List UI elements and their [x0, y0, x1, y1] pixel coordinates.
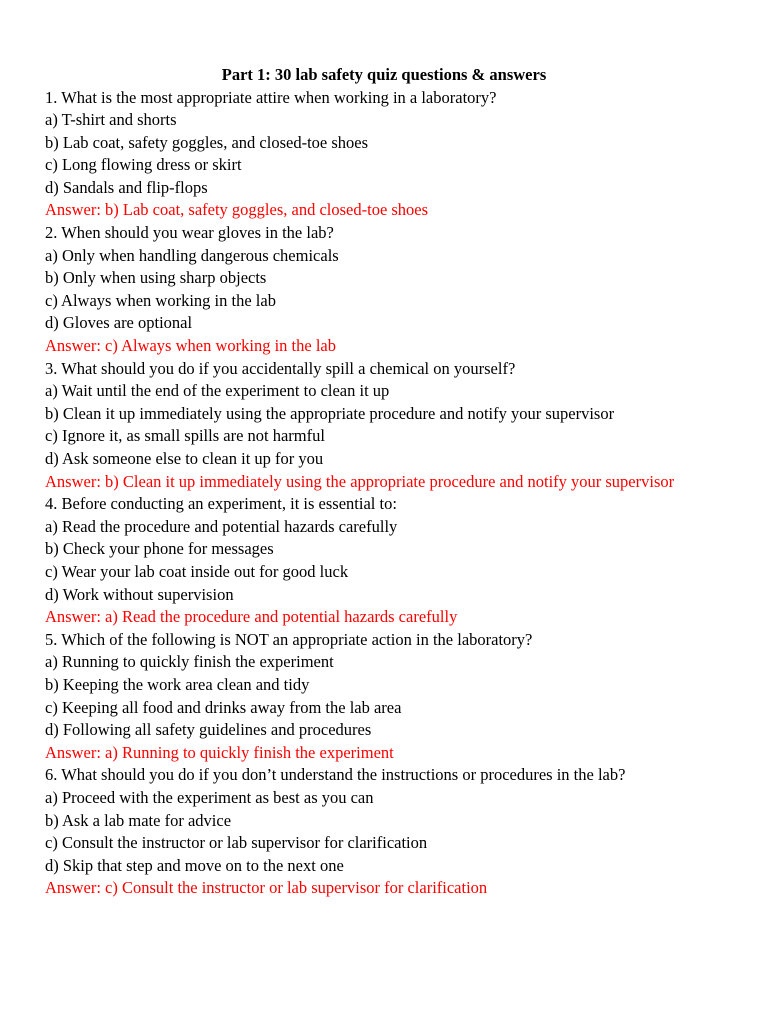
option-d: d) Sandals and flip-flops: [45, 177, 208, 197]
option-b: b) Only when using sharp objects: [45, 268, 267, 288]
quiz-question-block: [45, 493, 760, 629]
option-a: a) Proceed with the experiment as best as you can: [45, 787, 374, 807]
option-d: d) Following all safety guidelines and procedures: [45, 720, 372, 740]
option-d: d) Ask someone else to clean it up for you: [45, 449, 324, 468]
option-a: a) Running to quickly finish the experiment: [45, 652, 334, 672]
option-b: b) Ask a lab mate for advice: [45, 810, 232, 830]
answer-text: Answer: b) Clean it up immediately using the appropriate procedure and notify your supervisor: [45, 471, 675, 491]
option-c: c) Always when working in the lab: [45, 290, 276, 310]
quiz-content: [45, 87, 760, 900]
option-d: d) Skip that step and move on to the next one: [45, 855, 344, 875]
answer-text: Answer: a) Read the procedure and potential hazards carefully: [45, 607, 458, 627]
quiz-question-block: [45, 222, 760, 358]
quiz-question-block: [45, 87, 760, 223]
answer-text: Answer: b) Lab coat, safety goggles, and closed-toe shoes: [45, 200, 429, 220]
answer-text: Answer: c) Consult the instructor or lab supervisor for clarification: [45, 878, 488, 898]
question-text: 1. What is the most appropriate attire when working in a laboratory?: [45, 87, 497, 107]
option-b: b) Keeping the work area clean and tidy: [45, 674, 310, 694]
quiz-question-block: [45, 358, 760, 494]
answer-text: Answer: a) Running to quickly finish the experiment: [45, 742, 394, 762]
option-b: b) Lab coat, safety goggles, and closed-toe shoes: [45, 132, 369, 152]
quiz-question-block: [45, 764, 760, 900]
option-b: b) Check your phone for messages: [45, 539, 274, 559]
question-text: 6. What should you do if you don’t understand the instructions or procedures in the lab?: [45, 765, 626, 785]
option-c: c) Ignore it, as small spills are not harmful: [45, 426, 325, 446]
option-a: a) Read the procedure and potential hazards carefully: [45, 516, 398, 536]
option-c: c) Wear your lab coat inside out for good luck: [45, 561, 349, 581]
question-text: 5. Which of the following is NOT an appropriate action in the laboratory?: [45, 629, 533, 649]
option-c: c) Long flowing dress or skirt: [45, 155, 242, 175]
option-d: d) Work without supervision: [45, 584, 234, 604]
option-a: a) Wait until the end of the experiment to clean it up: [45, 381, 390, 401]
answer-text: Answer: c) Always when working in the lab: [45, 336, 336, 356]
question-text: 3. What should you do if you accidentally spill a chemical on yourself?: [45, 358, 516, 378]
option-b: b) Clean it up immediately using the appropriate procedure and notify your supervisor: [45, 403, 615, 423]
option-a: a) Only when handling dangerous chemicals: [45, 245, 339, 265]
option-d: d) Gloves are optional: [45, 313, 193, 333]
document-title: Part 1: 30 lab safety quiz questions & answers: [221, 65, 547, 84]
option-c: c) Consult the instructor or lab supervisor for clarification: [45, 833, 428, 853]
question-text: 2. When should you wear gloves in the lab?: [45, 223, 334, 243]
question-text: 4. Before conducting an experiment, it is essential to:: [45, 494, 397, 514]
option-a: a) T-shirt and shorts: [45, 110, 177, 130]
quiz-question-block: [45, 629, 760, 765]
option-c: c) Keeping all food and drinks away from the lab area: [45, 697, 402, 717]
